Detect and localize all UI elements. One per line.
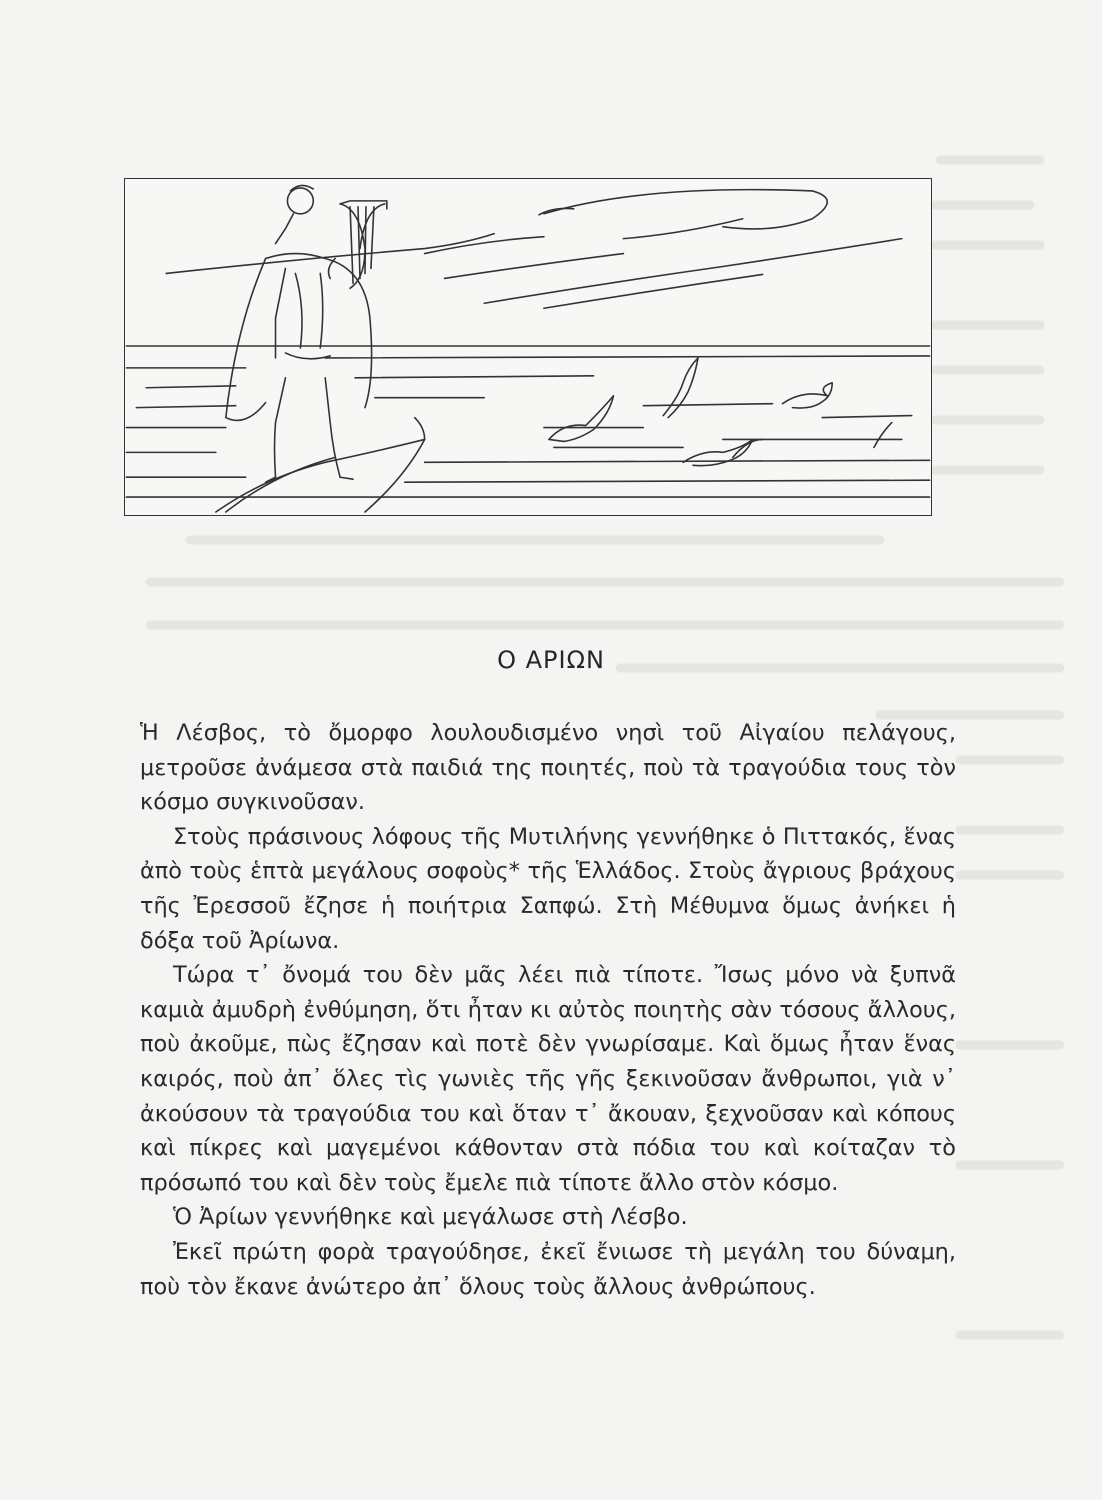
body-text	[140, 716, 956, 1304]
paragraph-4: Ὁ Ἀρίων γεννήθηκε καὶ μεγάλωσε στὴ Λέσβο.	[173, 1204, 688, 1231]
paragraph-1: Ἡ Λέσβος, τὸ ὄμορφο λουλουδισμένο νησὶ τοῦ Αἰγαίου πελάγους, μετροῦσε ἀνάμεσα στὰ παιδιά της ποιητές, ποὺ τὰ τραγούδια τους τὸν κόσμο συγκινοῦσαν.	[140, 720, 956, 816]
paragraph-5: Ἐκεῖ πρώτη φορὰ τραγούδησε, ἐκεῖ ἔνιωσε τὴ μεγάλη του δύναμη, ποὺ τὸν ἔκανε ἀνώτερο ἀπ᾿ ὅλους τοὺς ἄλλους ἀνθρώπους.	[140, 1238, 956, 1300]
paragraph-2: Στοὺς πράσινους λόφους τῆς Μυτιλήνης γεννήθηκε ὁ Πιττακός, ἕνας ἀπὸ τοὺς ἑπτὰ μεγάλους σοφοὺς* τῆς Ἑλλάδος. Στοὺς ἄγριους βράχους τῆς Ἐρεσσοῦ ἔζησε ἡ ποιήτρια Σαπφώ. Στὴ Μέθυμνα ὅμως ἀνήκει ἡ δόξα τοῦ Ἀρίωνα.	[140, 823, 956, 954]
paragraph-3: Τώρα τ᾿ ὄνομά του δὲν μᾶς λέει πιὰ τίποτε. Ἴσως μόνο νὰ ξυπνᾶ καμιὰ ἀμυδρὴ ἐνθύμηση, ὅτι ἦταν κι αὐτὸς ποιητὴς σὰν τόσους ἄλλους, ποὺ ἀκοῦμε, πὼς ἔζησαν καὶ ποτὲ δὲν γνωρίσαμε. Καὶ ὅμως ἦταν ἕνας καιρός, ποὺ ἀπ᾿ ὅλες τὶς γωνιὲς τῆς γῆς ξεκινοῦσαν ἄνθρωποι, γιὰ ν᾿ ἀκούσουν τὰ τραγούδια του καὶ ὅταν τ᾿ ἄκουαν, ξεχνοῦσαν καὶ κόπους καὶ πίκρες καὶ μαγεμένοι κάθονταν στὰ πόδια του καὶ κοίταζαν τὸ πρόσωπό του καὶ δὲν τοὺς ἔμελε πιὰ τίποτε ἄλλο στὸν κόσμο.	[140, 962, 956, 1196]
page-title: Ο ΑΡΙΩΝ	[497, 646, 605, 674]
arion-illustration	[124, 178, 932, 516]
arion-lyre-boat-dolphins-icon	[125, 179, 931, 515]
